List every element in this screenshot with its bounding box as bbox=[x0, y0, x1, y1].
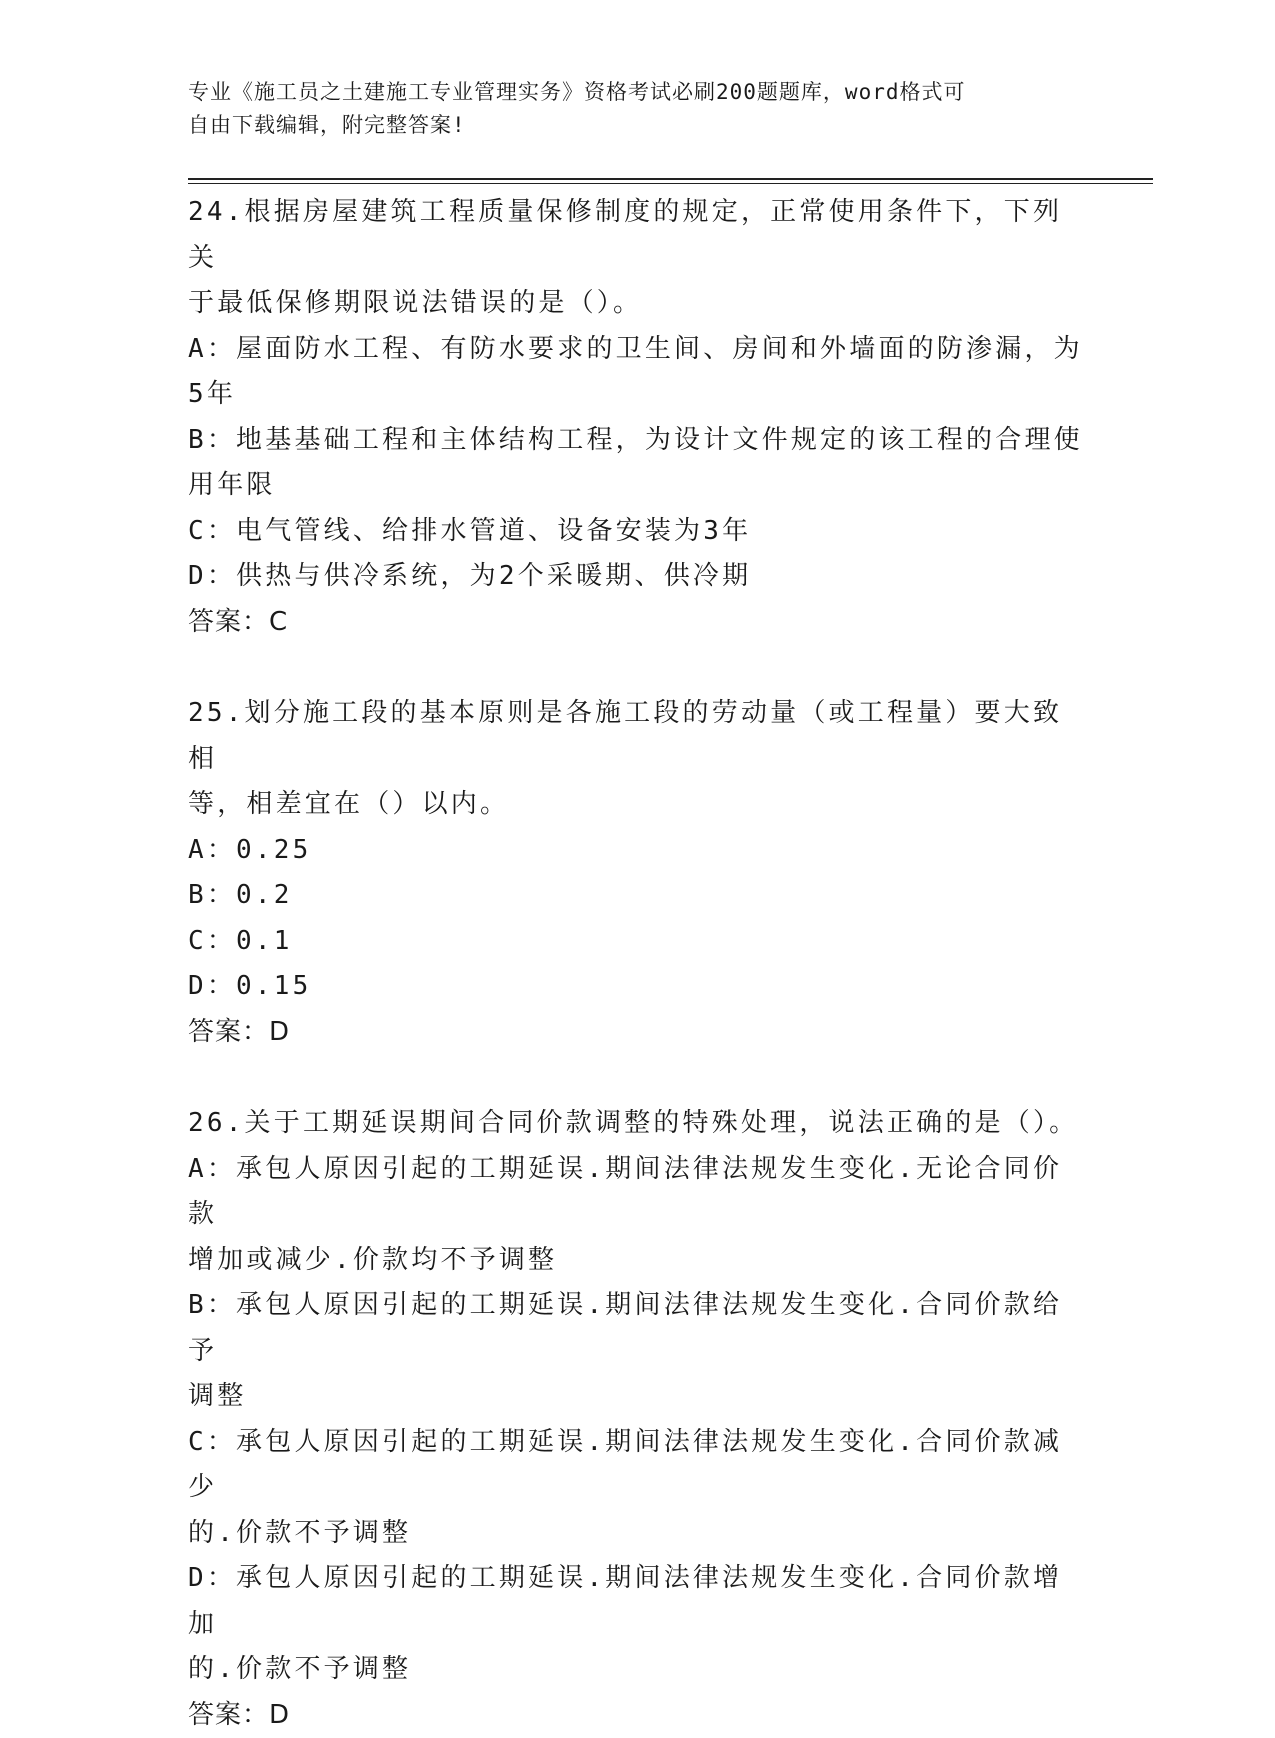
option-d: D：0.15 bbox=[188, 964, 1088, 1010]
option-d: D：承包人原因引起的工期延误.期间法律法规发生变化.合同价款增加 bbox=[188, 1556, 1088, 1647]
option-d: 的.价款不予调整 bbox=[188, 1647, 1088, 1693]
question-stem: 26.关于工期延误期间合同价款调整的特殊处理，说法正确的是（）。 bbox=[188, 1101, 1088, 1147]
header-line: 自由下载编辑，附完整答案! bbox=[188, 109, 1068, 142]
option-c: C：承包人原因引起的工期延误.期间法律法规发生变化.合同价款减少 bbox=[188, 1420, 1088, 1511]
option-a: A：0.25 bbox=[188, 828, 1088, 874]
option-b: B：承包人原因引起的工期延误.期间法律法规发生变化.合同价款给予 bbox=[188, 1283, 1088, 1374]
document-header bbox=[188, 76, 1068, 142]
question-stem: 于最低保修期限说法错误的是（）。 bbox=[188, 281, 1088, 327]
option-d: D：供热与供冷系统，为2个采暖期、供冷期 bbox=[188, 554, 1088, 600]
option-a: 增加或减少.价款均不予调整 bbox=[188, 1238, 1088, 1284]
answer-label: 答案：D bbox=[188, 1010, 1088, 1056]
option-a: A：屋面防水工程、有防水要求的卫生间、房间和外墙面的防渗漏，为 bbox=[188, 327, 1088, 373]
question-stem: 等，相差宜在（）以内。 bbox=[188, 782, 1088, 828]
question-stem: 25.划分施工段的基本原则是各施工段的劳动量（或工程量）要大致相 bbox=[188, 691, 1088, 782]
question-25 bbox=[188, 691, 1088, 1055]
question-list bbox=[188, 190, 1088, 1738]
option-a: A：承包人原因引起的工期延误.期间法律法规发生变化.无论合同价款 bbox=[188, 1147, 1088, 1238]
option-c: C：0.1 bbox=[188, 919, 1088, 965]
option-b: B：地基基础工程和主体结构工程，为设计文件规定的该工程的合理使 bbox=[188, 418, 1088, 464]
header-divider bbox=[188, 178, 1153, 180]
question-stem: 24.根据房屋建筑工程质量保修制度的规定，正常使用条件下，下列关 bbox=[188, 190, 1088, 281]
option-c: 的.价款不予调整 bbox=[188, 1511, 1088, 1557]
option-b: 用年限 bbox=[188, 463, 1088, 509]
question-24 bbox=[188, 190, 1088, 645]
answer-label: 答案：C bbox=[188, 600, 1088, 646]
header-divider-thin bbox=[188, 183, 1153, 184]
option-c: C：电气管线、给排水管道、设备安装为3年 bbox=[188, 509, 1088, 555]
option-a: 5年 bbox=[188, 372, 1088, 418]
option-b: 调整 bbox=[188, 1374, 1088, 1420]
answer-label: 答案：D bbox=[188, 1693, 1088, 1738]
option-b: B：0.2 bbox=[188, 873, 1088, 919]
question-26 bbox=[188, 1101, 1088, 1738]
header-line: 专业《施工员之土建施工专业管理实务》资格考试必刷200题题库，word格式可 bbox=[188, 76, 1068, 109]
